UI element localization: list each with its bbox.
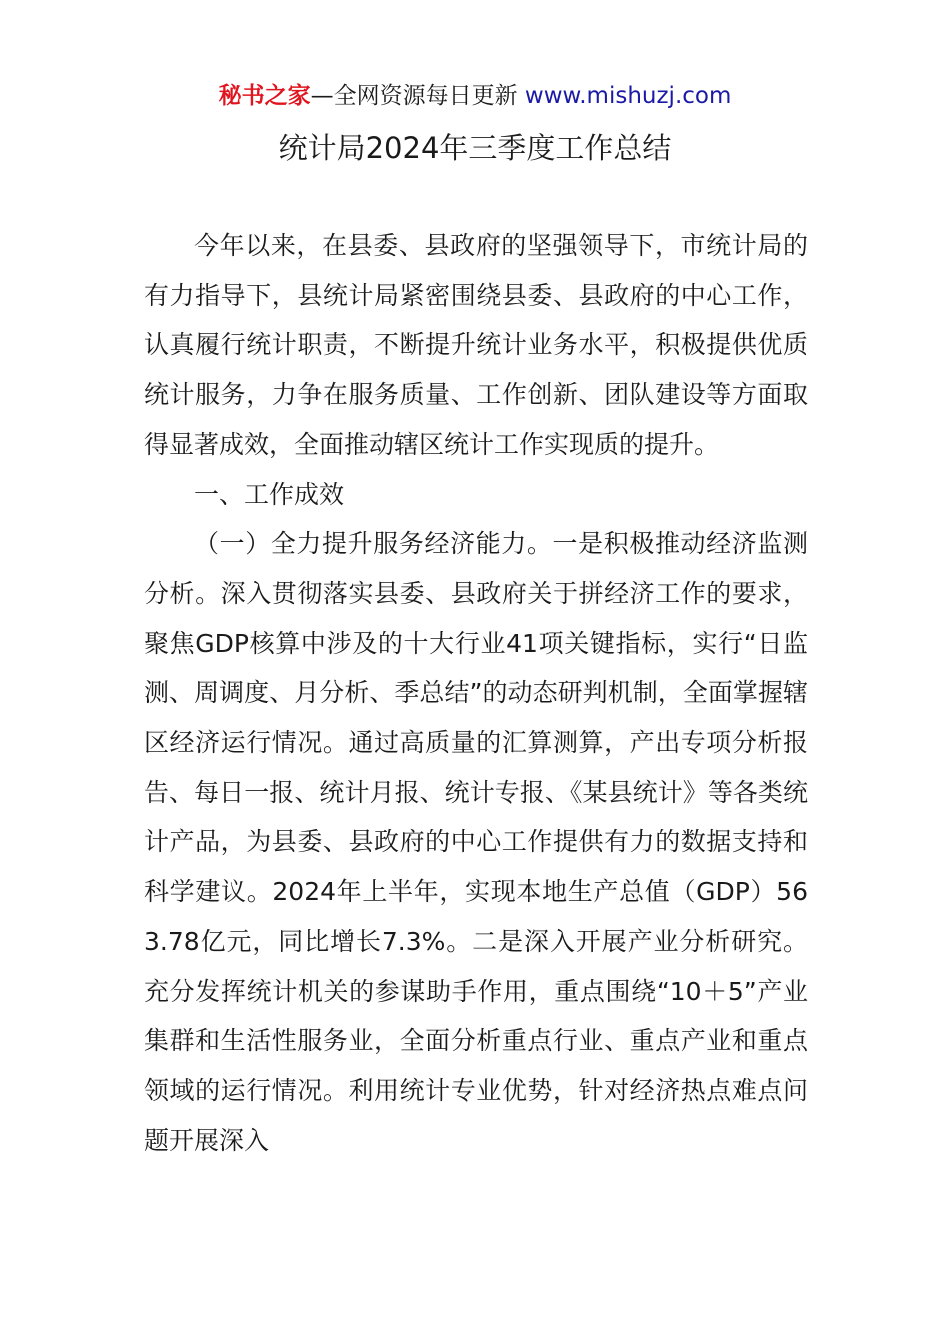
site-brand: 秘书之家: [218, 83, 311, 109]
section-heading-achievements: 一、工作成效: [194, 479, 345, 509]
subsection-paragraph-economic-service: （一）全力提升服务经济能力。一是积极推动经济监测分析。深入贯彻落实县委、县政府关于拼经济工作的要求，聚焦GDP核算中涉及的十大行业41项关键指标，实行“日监测、周调度、月分析、季总结”的动态研判机制，全面掌握辖区经济运行情况。通过高质量的汇算测算，产出专项分析报告、每日一报、统计月报、统计专报、《某县统计》等各类统计产品，为县委、县政府的中心工作提供有力的数据支持和科学建议。2024年上半年，实现本地生产总值（GDP）563.78亿元，同比增长7.3%。二是深入开展产业分析研究。充分发挥统计机关的参谋助手作用，重点围绕“10＋5”产业集群和生活性服务业，全面分析重点行业、重点产业和重点领域的运行情况。利用统计专业优势，针对经济热点难点问题开展深入: [144, 529, 808, 1155]
document-body: [144, 221, 808, 1165]
site-tagline: —全网资源每日更新: [310, 83, 525, 109]
intro-paragraph: 今年以来，在县委、县政府的坚强领导下，市统计局的有力指导下，县统计局紧密围绕县委、县政府的中心工作，认真履行统计职责，不断提升统计业务水平，积极提供优质统计服务，力争在服务质量、工作创新、团队建设等方面取得显著成效，全面推动辖区统计工作实现质的提升。: [144, 231, 808, 459]
site-header: [0, 80, 950, 112]
document-title: 统计局2024年三季度工作总结: [278, 131, 672, 165]
site-url-link[interactable]: www.mishuzj.com: [524, 83, 732, 109]
